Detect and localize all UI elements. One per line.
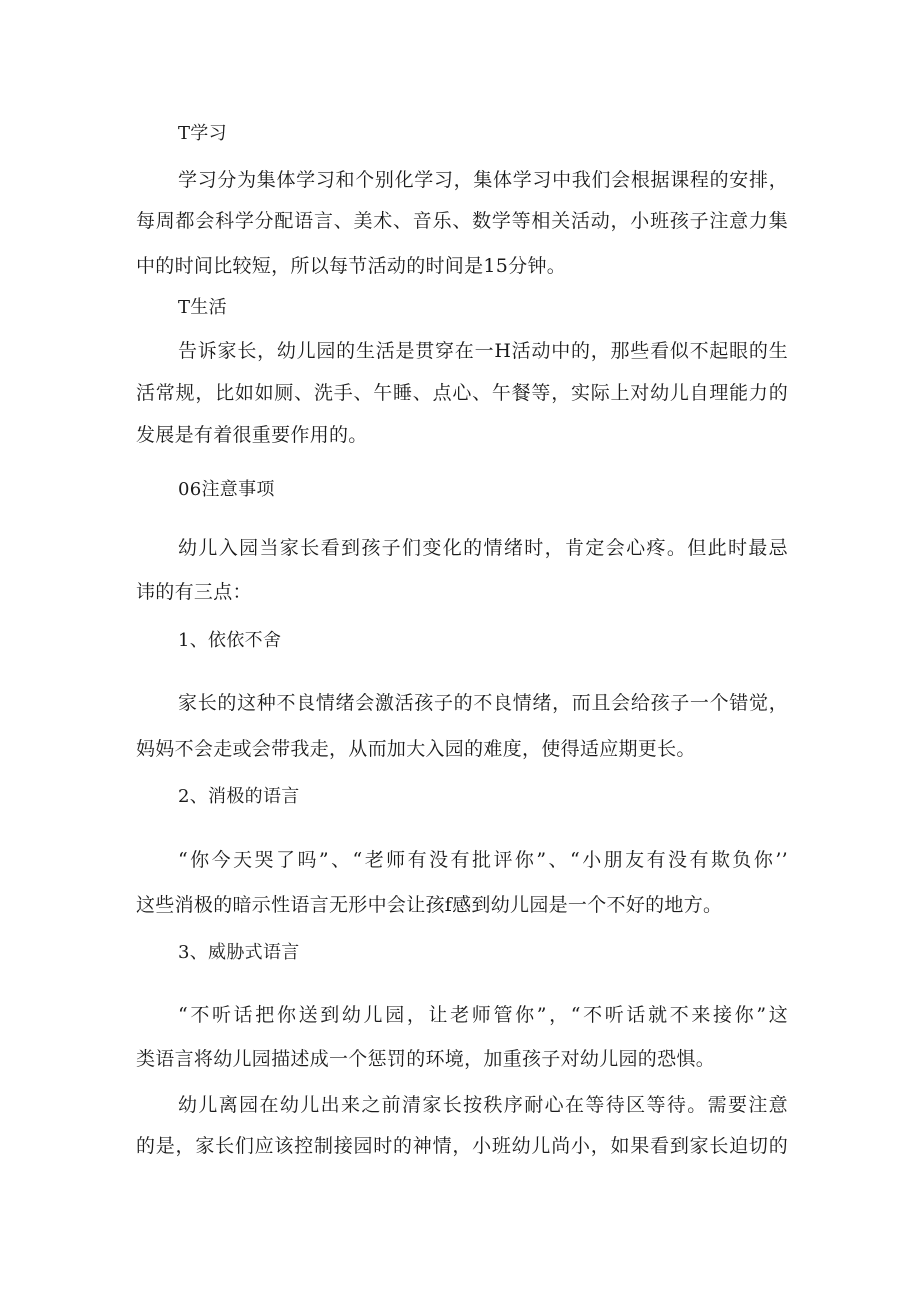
study-paragraph-line-2: 每周都会科学分配语言、美术、音乐、数学等相关活动，小班孩子注意力集 [136, 210, 788, 232]
point-heading-3: 3、威胁式语言 [178, 942, 300, 963]
life-paragraph-line-3: 发展是有着很重要作用的。 [136, 424, 368, 446]
notes-intro-line-1: 幼儿入园当家长看到孩子们变化的情绪时，肯定会心疼。但此时最忌 [178, 537, 788, 559]
study-paragraph-line-1: 学习分为集体学习和个别化学习，集体学习中我们会根据课程的安排， [178, 169, 788, 191]
leave-paragraph-line-1: 幼儿离园在幼儿出来之前清家长按秩序耐心在等待区等待。需要注意 [178, 1094, 788, 1116]
study-paragraph-line-3: 中的时间比较短，所以每节活动的时间是15分钟。 [136, 255, 567, 277]
leave-paragraph-line-2: 的是，家长们应该控制接园时的神情，小班幼儿尚小，如果看到家长迫切的 [136, 1135, 788, 1157]
point-heading-1: 1、依依不舍 [178, 630, 282, 651]
point1-line-2: 妈妈不会走或会带我走，从而加大入园的难度，使得适应期更长。 [136, 738, 696, 760]
point-heading-2: 2、消极的语言 [178, 786, 300, 807]
section-heading-notes: 06注意事项 [178, 479, 275, 500]
point2-line-1: “你今天哭了吗”、“老师有没有批评你”、“小朋友有没有欺负你’’ [178, 849, 788, 871]
point3-line-1: “不听话把你送到幼儿园，让老师管你”，“不听话就不来接你”这 [178, 1004, 788, 1026]
life-paragraph-line-1: 告诉家长，幼儿园的生活是贯穿在一H活动中的，那些看似不起眼的生 [178, 340, 788, 362]
point1-line-1: 家长的这种不良情绪会激活孩子的不良情绪，而且会给孩子一个错觉， [178, 692, 788, 714]
section-heading-life: T生活 [178, 297, 227, 318]
section-heading-study: T学习 [178, 123, 227, 144]
point2-line-2: 这些消极的暗示性语言无形中会让孩f感到幼儿园是一个不好的地方。 [136, 894, 723, 916]
life-paragraph-line-2: 活常规，比如如厕、洗手、午睡、点心、午餐等，实际上对幼儿自理能力的 [136, 382, 788, 404]
notes-intro-line-2: 讳的有三点： [136, 581, 252, 603]
point3-line-2: 类语言将幼儿园描述成一个惩罚的环境，加重孩子对幼儿园的恐惧。 [136, 1048, 716, 1070]
